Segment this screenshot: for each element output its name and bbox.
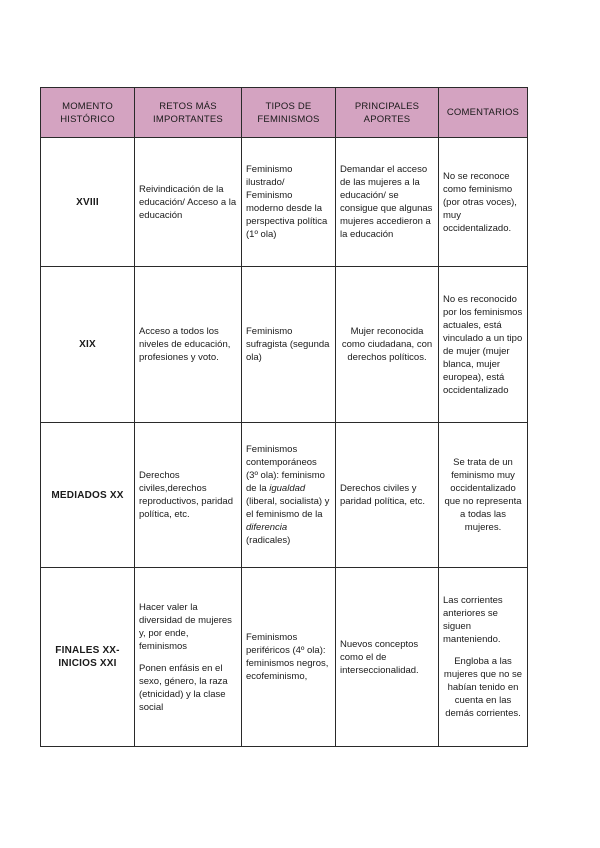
header-momento-historico: MOMENTO HISTÓRICO: [41, 88, 135, 138]
aportes-paragraph: Mujer reconocida como ciudadana, con derechos políticos.: [341, 326, 433, 363]
header-comentarios: COMENTARIOS: [439, 88, 528, 138]
retos-paragraph: Hacer valer la diversidad de mujeres y, por ende, feminismos: [139, 601, 232, 652]
tipos-cell: [242, 423, 336, 568]
retos-cell: [135, 267, 242, 423]
comentarios-paragraph: Las corrientes anteriores se siguen manteniendo.: [443, 595, 503, 645]
tipos-paragraph: Feminismos periféricos (4º ola): feminismos negros, ecofeminismo,: [246, 632, 329, 682]
tipos-cell: [242, 267, 336, 423]
tipos-emphasis-igualdad: igualdad: [269, 483, 306, 494]
table-row: [41, 267, 528, 423]
comentarios-paragraph: No es reconocido por los feminismos actuales, está vinculado a un tipo de mujer (mujer blanca, mujer europea), está occidentalizado: [443, 293, 523, 396]
aportes-paragraph: Derechos civiles y paridad política, etc.: [340, 483, 426, 507]
aportes-paragraph: Nuevos conceptos como el de interseccionalidad.: [340, 638, 419, 676]
header-retos: RETOS MÁS IMPORTANTES: [135, 88, 242, 138]
table-row: [41, 423, 528, 568]
header-aportes: PRINCIPALES APORTES: [336, 88, 439, 138]
comentarios-paragraph: Engloba a las mujeres que no se habían tenido en cuenta en las demás corrientes.: [443, 656, 523, 719]
tipos-text-part: (liberal, socialista) y el feminismo de la: [246, 496, 330, 520]
retos-cell: [135, 423, 242, 568]
retos-cell: [135, 568, 242, 747]
comentarios-paragraph: Se trata de un feminismo muy occidentalizado que no representa a todas las mujeres.: [444, 457, 522, 533]
feminism-history-table: [40, 87, 528, 747]
comentarios-cell: [439, 267, 528, 423]
aportes-paragraph: Demandar el acceso de las mujeres a la educación/ se consigue que algunas mujeres accedieron a la educación: [340, 164, 433, 240]
tipos-cell: [242, 568, 336, 747]
comentarios-cell: [439, 138, 528, 267]
table-row: [41, 568, 528, 747]
tipos-paragraph: [246, 443, 331, 547]
tipos-paragraph: Feminismo sufragista (segunda ola): [246, 326, 330, 363]
retos-paragraph: Ponen enfásis en el sexo, género, la raza (etnicidad) y la clase social: [139, 662, 228, 713]
retos-cell: [135, 138, 242, 267]
moment-cell: XIX: [41, 267, 135, 423]
table-row: [41, 138, 528, 267]
tipos-emphasis-diferencia: diferencia: [246, 522, 288, 533]
tipos-cell: [242, 138, 336, 267]
retos-paragraph: Derechos civiles,derechos reproductivos, paridad política, etc.: [139, 470, 233, 520]
moment-cell: MEDIADOS XX: [41, 423, 135, 568]
aportes-cell: [336, 568, 439, 747]
moment-cell: XVIII: [41, 138, 135, 267]
tipos-paragraph: Feminismo ilustrado/ Feminismo moderno desde la perspectiva política (1º ola): [246, 164, 328, 240]
retos-paragraph: Acceso a todos los niveles de educación, profesiones y voto.: [139, 326, 231, 363]
moment-cell: FINALES XX-INICIOS XXI: [41, 568, 135, 747]
aportes-cell: [336, 423, 439, 568]
tipos-text-part: Feminismos contemporáneos (3º ola): feminismo de la: [246, 444, 325, 494]
aportes-cell: [336, 138, 439, 267]
retos-paragraph: Reivindicación de la educación/ Acceso a la educación: [139, 183, 237, 221]
aportes-cell: [336, 267, 439, 423]
header-tipos: TIPOS DE FEMINISMOS: [242, 88, 336, 138]
comentarios-paragraph: No se reconoce como feminismo (por otras voces), muy occidentalizado.: [443, 170, 517, 234]
comentarios-cell: [439, 423, 528, 568]
table-header-row: [41, 88, 528, 138]
tipos-text-part: (radicales): [246, 535, 291, 546]
comentarios-cell: [439, 568, 528, 747]
